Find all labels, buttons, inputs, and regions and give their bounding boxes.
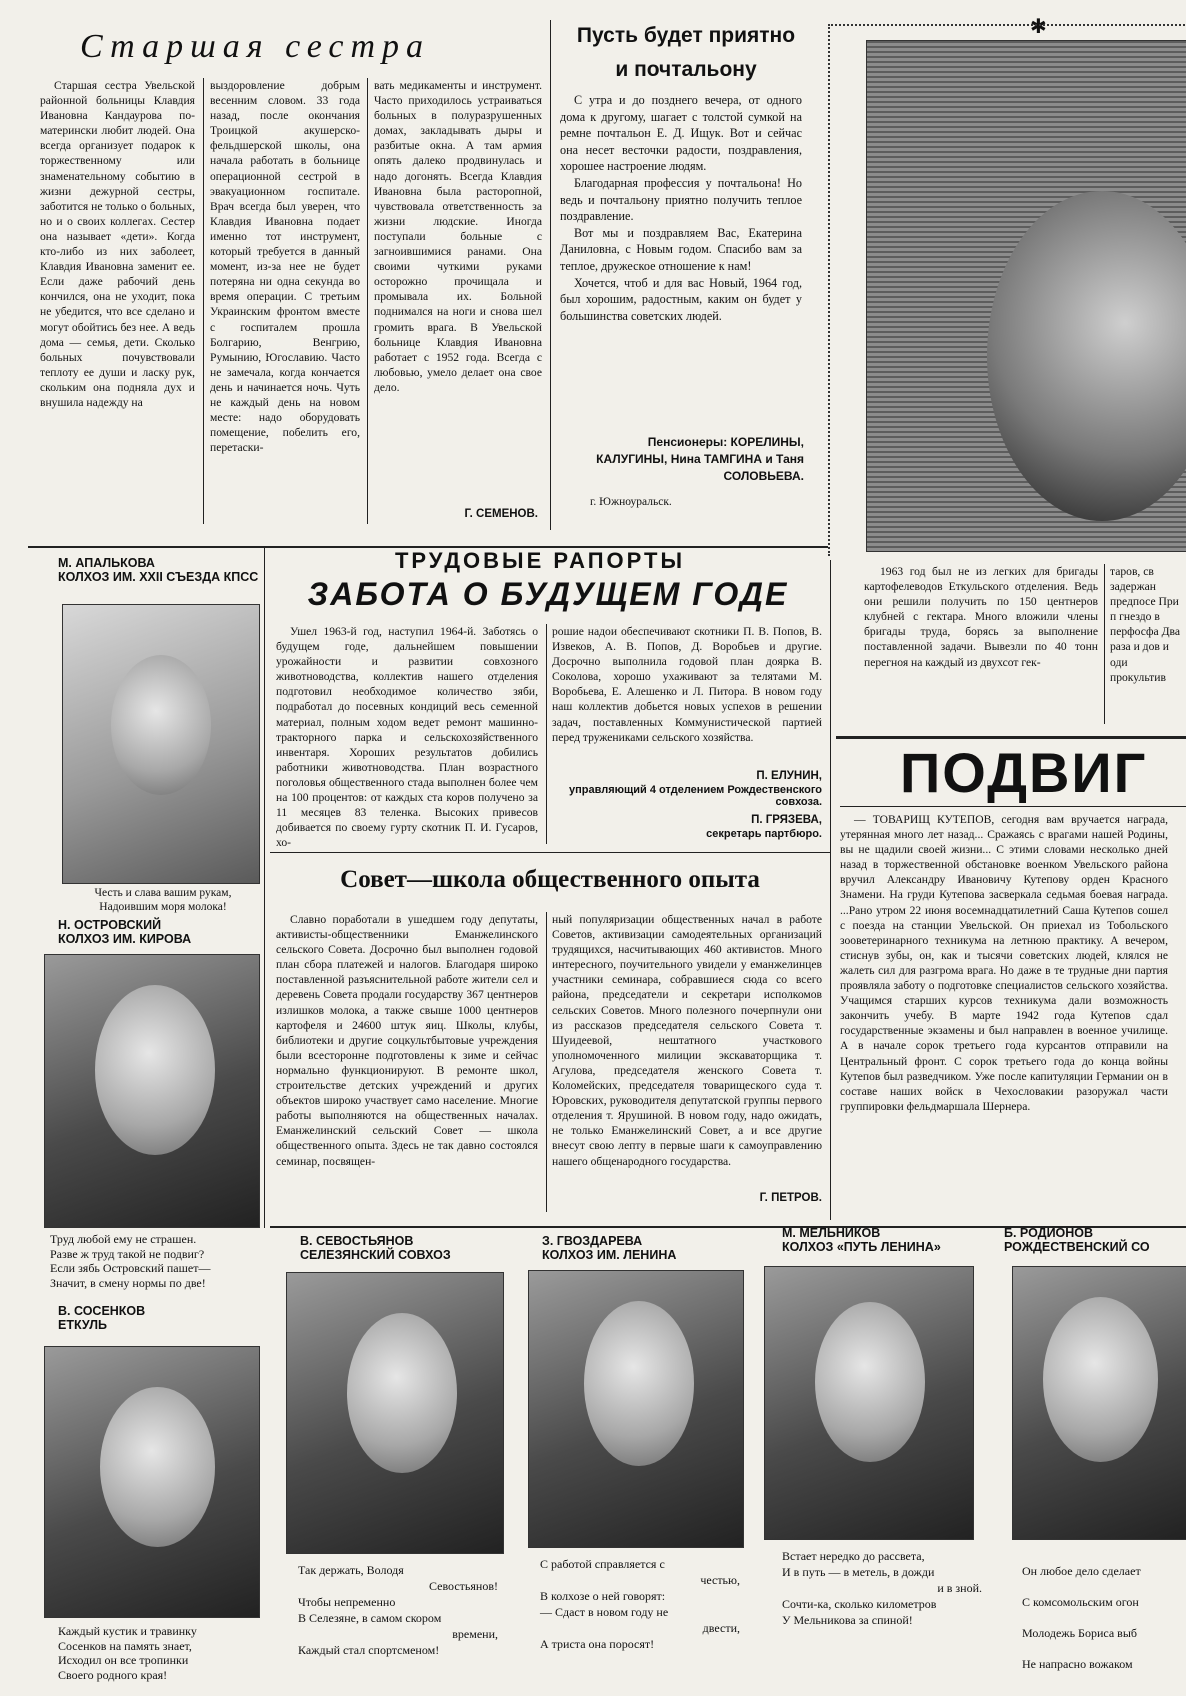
right-article-col-2: таров, св задержан предпосе При п гнездо в перфосфа Два раза и дов и оди прокультив: [1110, 565, 1180, 684]
bottom-portrait-2-caption: [542, 1234, 762, 1262]
council-title: Совет—школа общественного опыта: [340, 866, 760, 893]
reports-signature-2: П. ГРЯЗЕВА,: [751, 814, 822, 826]
reports-col-1: Ушел 1963-й год, наступил 1964-й. Заботясь о будущем годе, дальнейшем повышении урожайности и развитии совхозного животноводства, коллектив нашего отделения подготовил необходимое количество зяби, подработал до посевных кондиций весь семенной материал, полным ходом ведет ремонт машинно-тракторного парка и сельскохозяйственного инвентаря. Хороших результатов добились работники животноводства. План возрастного поголовья общественного стада выполнен более чем на 100 процентов: от каждых ста коров получено за 11 месяцев 83 теленка. Высоких привесов добивается по своему гурту скотник П. И. Гусаров, хо-: [276, 625, 538, 850]
verse-line: В колхозе о ней говорят:: [540, 1589, 666, 1603]
portrait-1-farm: КОЛХОЗ ИМ. XXII СЪЕЗДА КПСС: [58, 570, 259, 584]
verse-line: Каждый стал спортсменом!: [298, 1643, 440, 1657]
bottom-portrait-3-photo: [764, 1266, 974, 1540]
postman-title-1: Пусть будет приятно: [576, 24, 796, 47]
verse-line: Он любое дело сделает: [1022, 1564, 1141, 1578]
portrait-2-verse-line: Труд любой ему не страшен.: [50, 1232, 197, 1246]
sister-col-3: вать медикаменты и инструмент. Часто приходилось устраиваться больных в полуразрушенных домах, закладывать дыры и разбитые окна. А там армия опять далеко продвинулась и надо догонять. Всегда Клавдия Ивановна была расторопной, чувствовала ответственность за жизни людские. Иногда поступали больные с загноившимися ранами. Она своими чуткими руками осторожно прочищала и промывала их. Больной поднимался на ноги и снова шел громить врага. В Увельской больнице Клавдия Ивановна работает с 1952 года. Всегда с любовью, умело делает она свое дело.: [374, 79, 542, 394]
reports-kicker: ТРУДОВЫЕ РАПОРТЫ: [394, 548, 685, 573]
bottom-portrait-1-name: В. СЕВОСТЬЯНОВ: [300, 1234, 414, 1248]
bottom-portrait-3-face: [815, 1302, 925, 1462]
bottom-portrait-4-name: Б. РОДИОНОВ: [1004, 1226, 1094, 1240]
bottom-portrait-1-farm: СЕЛЕЗЯНСКИЙ СОВХОЗ: [300, 1248, 451, 1262]
bottom-portrait-4-photo: [1012, 1266, 1186, 1540]
sister-col-1: Старшая сестра Увельской районной больницы Клавдия Ивановна Кандаурова по-матерински любит людей. Она всегда организует подарок к торжественному или знаменательному событию в жизни дежурной сестры, заботится не только о больных, но и о своих коллегах. Сестер она называет «дети». Когда кто-либо из них заболеет, Клавдия Ивановна заменит ее. Если даже рабочий день кончился, она не уходит, пока не убедится, что все сделано и могут обойтись без нее. А ведь дома — семья, дети. Сколько больных почувствовали теплоту ее души и ласку рук, скольким она подняла дух и внушила надежду на: [40, 79, 195, 409]
sister-signature: Г. СЕМЕНОВ.: [464, 508, 538, 520]
sister-title: Старшая сестра: [80, 28, 431, 65]
verse-line: честью,: [700, 1573, 740, 1587]
portrait-3-verse-line: Исходил он все тропинки: [58, 1653, 189, 1667]
verse-line: Севостьянов!: [428, 1579, 498, 1593]
portrait-3-name: В. СОСЕНКОВ: [58, 1304, 146, 1318]
portrait-1-caption: [58, 556, 268, 584]
postman-p3: Вот мы и поздравляем Вас, Екатерина Даниловна, с Новым годом. Спасибо вам за теплое, дружеское отношение к нам!: [560, 225, 802, 273]
portrait-2-farm: КОЛХОЗ ИМ. КИРОВА: [58, 932, 192, 946]
feat-title: ПОДВИГ: [900, 741, 1148, 804]
portrait-1-photo: [62, 604, 260, 884]
reports-col-2: рошие надои обеспечивают скотники П. В. Попов, В. Извеков, А. В. Попов, Д. Воробьев и другие. Досрочно выполнила годовой план доярка В. Соколова, хорошо ухаживают за телятами М. Воробьева, Е. Алешенко и Л. Питора. В новом году наш коллектив добьется новых успехов в решении задач, поставленных Коммунистической партией перед тружениками сельского хозяйства.: [552, 625, 822, 744]
portrait-2-verse-line: Значит, в смену нормы по две!: [50, 1275, 206, 1290]
reports-signature-2-title: секретарь партбюро.: [706, 828, 822, 840]
portrait-3-caption: [58, 1304, 268, 1332]
verse-line: — Сдаст в новом году не: [540, 1605, 669, 1619]
reports-title: ЗАБОТА О БУДУЩЕМ ГОДЕ: [307, 576, 789, 612]
bottom-portrait-4-face: [1043, 1297, 1158, 1462]
portrait-3-verse: [58, 1624, 272, 1682]
bottom-portrait-3-name: М. МЕЛЬНИКОВ: [782, 1226, 881, 1240]
portrait-3-verse-line: Каждый кустик и травинку: [58, 1624, 197, 1638]
council-col-1: Славно поработали в ушедшем году депутаты, активисты-общественники Еманжелинского сельского Совета. Досрочно был выполнен годовой план сбора платежей и налогов. Благодаря широко поставленной разъяснительной работе жители сел и деревень Совета продали государству 367 центнеров излишков молока, а также свыше 1000 центнеров картофеля и 24600 штук яиц. Школы, клубы, библиотеки и другие соцкультбытовые учреждения были всесторонне подготовлены к зиме и сейчас нормально функционируют. В ремонте школ, строительстве детских учреждений и других объектов широко участвует само население. Многие работы выполняются на общественных началах. Еманжелинский сельский Совет — школа общественного опыта. Здесь не так давно состоялся семинар, посвящен-: [276, 913, 538, 1168]
verse-line: А триста она поросят!: [540, 1637, 655, 1651]
portrait-3-verse-line: Своего родного края!: [58, 1667, 168, 1682]
bottom-portrait-2-verse: [540, 1556, 740, 1652]
verse-line: У Мельникова за спиной!: [782, 1613, 913, 1627]
bottom-portrait-2-face: [584, 1301, 694, 1466]
portrait-2-verse-line: Разве ж труд такой не подвиг?: [50, 1246, 205, 1261]
postman-p1: С утра и до позднего вечера, от одного дома к другому, шагает с толстой сумкой на ремне почтальон Е. Д. Ищук. Вот и сейчас она несет весточки радости, поздравления, хорошее настроение людям.: [560, 93, 802, 174]
bottom-portrait-3-caption: [782, 1226, 1002, 1254]
verse-line: двести,: [702, 1621, 740, 1635]
portrait-2-verse: [50, 1232, 264, 1290]
postman-title-2: и почтальону: [615, 58, 757, 81]
bottom-portrait-3-farm: КОЛХОЗ «ПУТЬ ЛЕНИНА»: [782, 1240, 941, 1254]
postman-p4: Хочется, чтоб и для вас Новый, 1964 год, был хорошим, радостным, каким он будет у большинства советских людей.: [560, 275, 802, 323]
verse-line: Молодежь Бориса выб: [1022, 1626, 1137, 1640]
star-icon: ✱: [1030, 16, 1047, 38]
reports-signature-1-title: управляющий 4 отделением Рождественского совхоза.: [569, 784, 822, 808]
portrait-2-verse-line: Если зябь Островский пашет—: [50, 1261, 211, 1275]
portrait-2-photo: [44, 954, 260, 1228]
council-signature: Г. ПЕТРОВ.: [759, 1192, 822, 1204]
portrait-2-face: [95, 985, 215, 1155]
bottom-portrait-2-name: З. ГВОЗДАРЕВА: [542, 1234, 643, 1248]
portrait-1-verse-line: Честь и слава вашим рукам,: [94, 887, 232, 899]
bottom-portrait-1-face: [347, 1313, 457, 1473]
bottom-portrait-1-verse: [298, 1562, 498, 1658]
verse-line: Чтобы непременно: [298, 1595, 396, 1609]
portrait-3-farm: ЕТКУЛЬ: [58, 1318, 107, 1332]
portrait-3-verse-line: Сосенков на память знает,: [58, 1638, 192, 1653]
bottom-portrait-2-farm: КОЛХОЗ ИМ. ЛЕНИНА: [542, 1248, 677, 1262]
portrait-3-photo: [44, 1346, 260, 1618]
council-col-2: ный популяризации общественных начал в работе Советов, активизации самодеятельных организаций трудящихся, насчитывающих 460 активистов. Много интересного, поучительного увидели у еманжелинцев участники семинара, собравшиеся сюда со всего района, председатели и секретари исполкомов сельских Советов. Много полезного почерпнули они из рассказов председателя сельского Совета т. Шуидеевой, нештатного участкового уполномоченного милиции экскаваторщика т. Агулова, председателя женского Совета т. Коломейских, председателя товарищеского суда т. Юровских, руководителя депутатской группы первого отделения т. Ярушиной. В новом году, надо ожидать, не только Еманжелинский Совет, а и все другие внесут свою лепту в первые шаги к самоуправлению нашего общенародного государства.: [552, 913, 822, 1168]
bottom-portrait-4-verse: [1022, 1556, 1186, 1680]
bottom-portrait-3-verse: [782, 1548, 982, 1628]
bottom-portrait-4-farm: РОЖДЕСТВЕНСКИЙ СО: [1004, 1240, 1150, 1254]
bottom-portrait-1-caption: [300, 1234, 520, 1262]
verse-line: Так держать, Володя: [298, 1563, 404, 1577]
bottom-portrait-1-photo: [286, 1272, 504, 1554]
portrait-3-face: [100, 1387, 215, 1547]
postman-text: [560, 92, 802, 324]
verse-line: времени,: [452, 1627, 498, 1641]
verse-line: И в путь — в метель, в дожди: [782, 1565, 935, 1579]
sister-col-2: выздоровление добрым весенним словом. 33 года назад, после окончания Троицкой акушерско-фельдшерской школы, она начала работать в больнице операционной сестрой в эвакуационном госпитале. Врач всегда был уверен, что Клавдия Ивановна подает именно тот инструмент, который требуется в данный момент, из-за нее не будет потеряна ни одна секунда во время операции. С третьим Украинским фронтом вместе с госпиталем прошла Болгарию, Венгрию, Румынию, Югославию. Часто не замечала, когда кончается день и начинается ночь. Чуть не каждый день на новом месте: надо оборудовать помещение, побелить его, перетаски-: [210, 79, 360, 455]
postman-p2: Благодарная профессия у почтальона! Но ведь и почтальону приятно получить теплое поздравление.: [560, 175, 802, 224]
worker-portrait-photo: [866, 40, 1186, 552]
portrait-1-verse-line: Надоившим моря молока!: [99, 901, 227, 913]
portrait-1-face: [111, 655, 211, 795]
right-article-col-1: 1963 год был не из легких для бригады картофелеводов Еткульского отделения. Ведь они решили получить по 150 центнеров клубней с гектара. Много вложили члены бригады труда, борясь за выполнение поставленной задачи. Вывезли по 40 тонн перегноя на каждый из двухсот гек-: [864, 565, 1098, 669]
verse-line: Не напрасно вожаком: [1022, 1657, 1133, 1671]
portrait-1-verse: [56, 886, 270, 914]
verse-line: Сочти-ка, сколько километров: [782, 1597, 937, 1611]
portrait-2-name: Н. ОСТРОВСКИЙ: [58, 918, 162, 932]
bottom-portrait-2-photo: [528, 1270, 744, 1548]
verse-line: Встает нередко до рассвета,: [782, 1549, 925, 1563]
worker-face: [987, 191, 1186, 521]
portrait-1-name: М. АПАЛЬКОВА: [58, 556, 155, 570]
verse-line: и в зной.: [937, 1581, 982, 1595]
feat-text: — ТОВАРИЩ КУТЕПОВ, сегодня вам вручается награда, утерянная много лет назад... Сражаясь с врагами нашей Родины, вы не щадили своей жизни... С этими словами несколько дней назад в торжественной обстановке военком Увельского района вручил Александру Ивановичу Кутепову орден Красного Знамени. На груди Кутепова засверкала седьмая боевая награда. ...Рано утром 22 июня восемнадцатилетний Саша Кутепов сошел с поезда на станции Увельской. Он приехал из Тобольского зооветеринарного техникума на летнюю практику. А вечером, стиснув зубы, он, как и тысячи советских людей, клялся не жалеть сил для разгрома врага. Но даже в те трудные дни партия проявляла заботу о подготовке специалистов сельского хозяйства. Учащимся старших курсов техникума дали возможность закончить учебу. В марте 1942 года Кутепов сдал государственные экзамены и был направлен в военное училище. А в начале сорок третьего года курсантов отправили на Центральный фронт. С сорок третьего года до конца войны Кутепов был разведчиком. Уже после капитуляции Германии он в составе наших войск в Чехословакии разоружал части группировки фельдмаршала Шернера.: [840, 813, 1168, 1113]
verse-line: С комсомольским огон: [1022, 1595, 1139, 1609]
portrait-2-caption: [58, 918, 268, 946]
postman-place: г. Южноуральск.: [590, 496, 672, 508]
bottom-portrait-4-caption: [1004, 1226, 1186, 1254]
reports-signature-1: П. ЕЛУНИН,: [756, 770, 822, 782]
verse-line: С работой справляется с: [540, 1557, 665, 1571]
postman-signature: Пенсионеры: КОРЕЛИНЫ, КАЛУГИНЫ, Нина ТАМГИНА и Таня СОЛОВЬЕВА.: [596, 435, 804, 483]
verse-line: В Селезяне, в самом скором: [298, 1611, 442, 1625]
